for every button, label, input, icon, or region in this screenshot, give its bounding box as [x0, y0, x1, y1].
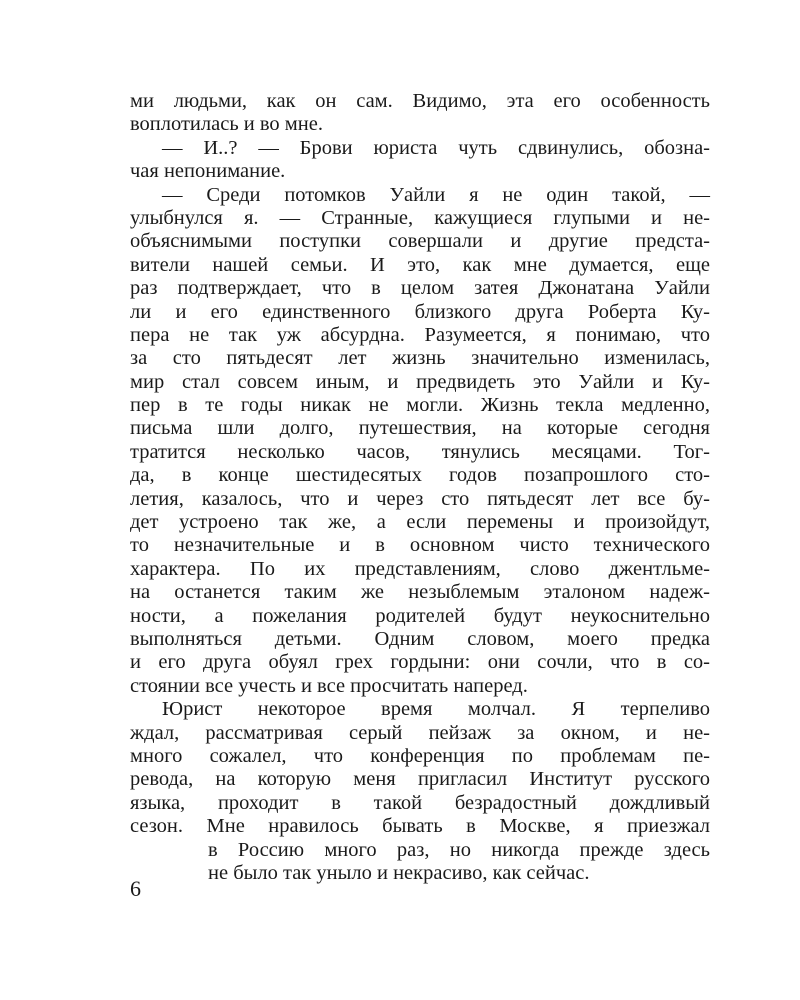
- text-line: да, в конце шестидесятых годов позапрошлого сто-: [130, 464, 710, 487]
- text-line: языка, проходит в такой безрадостный дождливый: [130, 791, 710, 814]
- text-line: мир стал совсем иным, и предвидеть это Уайли и Ку-: [130, 370, 710, 393]
- text-line: на останется таким же незыблемым эталоном надеж-: [130, 581, 710, 604]
- text-line: ли и его единственного близкого друга Роберта Ку-: [130, 300, 710, 323]
- text-line: то незначительные и в основном чисто технического: [130, 534, 710, 557]
- text-line: Юрист некоторое время молчал. Я терпеливо: [162, 698, 710, 721]
- text-line: ности, а пожелания родителей будут неукоснительно: [130, 604, 710, 627]
- text-line: пер в те годы никак не могли. Жизнь текла медленно,: [130, 394, 710, 417]
- text-line: объяснимыми поступки совершали и другие предста-: [130, 230, 710, 253]
- text-line: дет устроено так же, а если перемены и произойдут,: [130, 511, 710, 534]
- text-line: за сто пятьдесят лет жизнь значительно изменилась,: [130, 347, 710, 370]
- text-line: много сожалел, что конференция по проблемам пе-: [130, 744, 710, 767]
- text-line: ми людьми, как он сам. Видимо, эта его особенность: [130, 90, 710, 112]
- text-line: письма шли долго, путешествия, на которые сегодня: [130, 417, 710, 440]
- text-line: выполняться детьми. Одним словом, моего предка: [130, 627, 710, 650]
- text-line: — И..? — Брови юриста чуть сдвинулись, обозна-: [162, 136, 710, 159]
- text-line: не было так уныло и некрасиво, как сейчас.: [208, 861, 590, 884]
- text-line: — Среди потомков Уайли я не один такой, —: [162, 183, 710, 206]
- text-line: чая непонимание.: [130, 160, 286, 183]
- text-line: ждал, рассматривая серый пейзаж за окном, и не-: [130, 721, 710, 744]
- text-line: летия, казалось, что и через сто пятьдесят лет все бу-: [130, 487, 710, 510]
- text-line: вители нашей семьи. И это, как мне думается, еще: [130, 253, 710, 276]
- text-line: пера не так уж абсурдна. Разумеется, я понимаю, что: [130, 323, 710, 346]
- text-line: стоянии все учесть и все просчитать наперед.: [130, 674, 528, 697]
- page-body-text: [130, 90, 710, 885]
- text-line: сезон. Мне нравилось бывать в Москве, я приезжал: [130, 815, 710, 838]
- text-line: характера. По их представлениям, слово джентльме-: [130, 557, 710, 580]
- text-line: в Россию много раз, но никогда прежде здесь: [208, 838, 710, 861]
- text-line: воплотилась и во мне.: [130, 113, 323, 136]
- text-line: раз подтверждает, что в целом затея Джонатана Уайли: [130, 277, 710, 300]
- text-line: улыбнулся я. — Странные, кажущиеся глупыми и не-: [130, 206, 710, 229]
- text-line: ревода, на которую меня пригласил Институт русского: [130, 768, 710, 791]
- text-line: и его друга обуял грех гордыни: они сочли, что в со-: [130, 651, 710, 674]
- text-line: тратится несколько часов, тянулись месяцами. Тог-: [130, 440, 710, 463]
- page-number: 6: [130, 876, 141, 901]
